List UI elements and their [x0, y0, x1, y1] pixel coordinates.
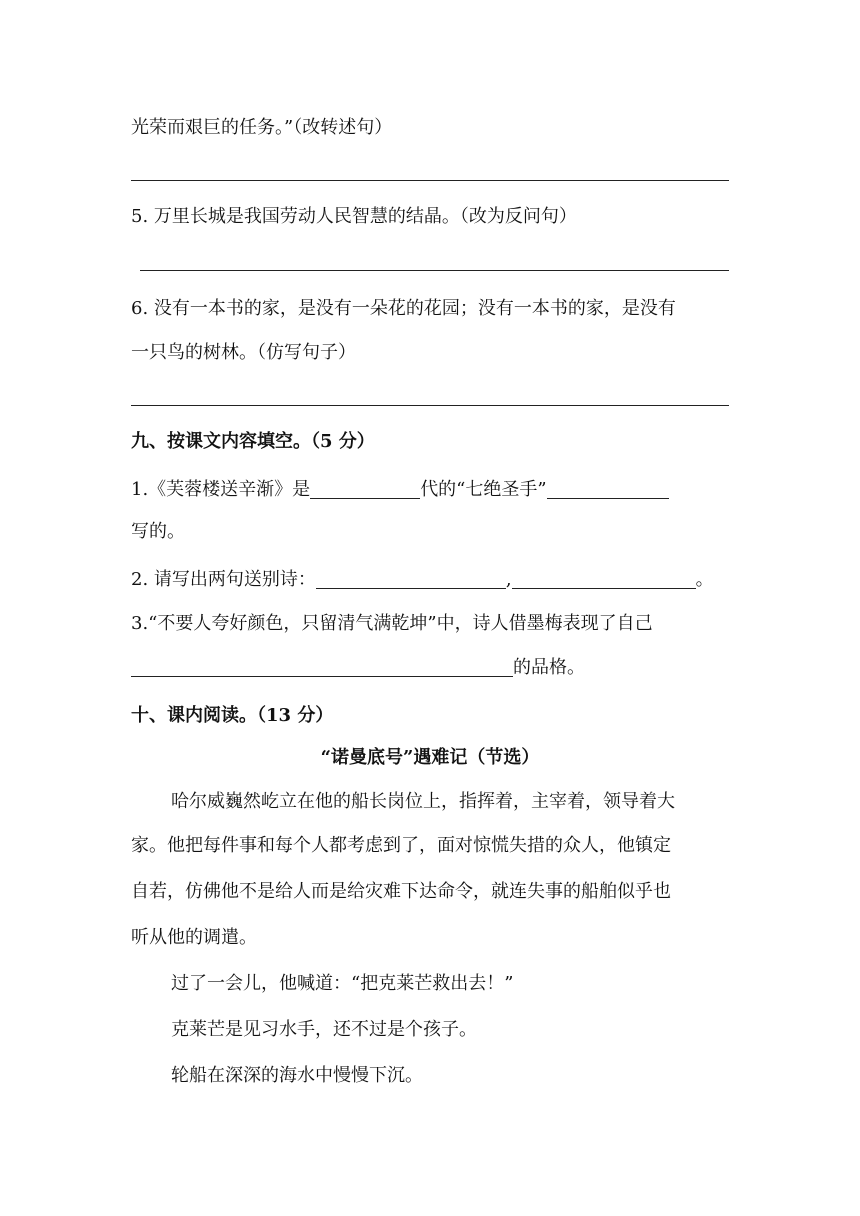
- reading-paragraph-line: 听从他的调遣。: [131, 927, 257, 948]
- reading-paragraph-line: 哈尔威巍然屹立在他的船长岗位上，指挥着，主宰着，领导着大: [171, 791, 675, 812]
- section-9-question-2: [131, 568, 714, 592]
- question-text: 1.《芙蓉楼送辛渐》是: [131, 479, 311, 500]
- reading-paragraph-line: 自若，仿佛他不是给人而是给灾难下达命令，就连失事的船舶似乎也: [131, 881, 671, 902]
- fill-blank[interactable]: [131, 656, 513, 677]
- item-line-continued: 光荣而艰巨的任务。”（改转述句）: [131, 117, 393, 138]
- section-9-heading: 九、按课文内容填空。（5 分）: [131, 431, 375, 452]
- answer-line[interactable]: [131, 405, 729, 406]
- question-5: 5. 万里长城是我国劳动人民智慧的结晶。（改为反问句）: [131, 206, 577, 227]
- reading-paragraph: 轮船在深深的海水中慢慢下沉。: [171, 1065, 423, 1086]
- section-9-question-3-line-1: 3.“不要人夸好颜色，只留清气满乾坤”中，诗人借墨梅表现了自己: [131, 613, 653, 634]
- reading-paragraph: 过了一会儿，他喊道：“把克莱芒救出去！”: [171, 973, 514, 994]
- question-text: 2. 请写出两句送别诗：: [131, 569, 316, 590]
- section-9-question-3-line-2: [131, 656, 585, 680]
- fill-blank[interactable]: [547, 478, 669, 499]
- question-6-line-2: 一只鸟的树林。（仿写句子）: [131, 342, 356, 363]
- question-text: 代的“七绝圣手”: [420, 479, 547, 500]
- fill-blank[interactable]: [512, 568, 696, 589]
- question-6-line-1: 6. 没有一本书的家，是没有一朵花的花园；没有一本书的家，是没有: [131, 298, 676, 319]
- answer-line[interactable]: [140, 270, 729, 271]
- fill-blank[interactable]: [310, 478, 420, 499]
- punctuation: 。: [695, 569, 714, 590]
- fill-blank[interactable]: [316, 568, 506, 589]
- reading-title: “诺曼底号”遇难记（节选）: [320, 747, 540, 768]
- punctuation: ,: [505, 569, 512, 590]
- section-10-heading: 十、课内阅读。（13 分）: [131, 705, 334, 726]
- question-text: 的品格。: [513, 657, 585, 678]
- reading-paragraph-line: 家。他把每件事和每个人都考虑到了，面对惊慌失措的众人，他镇定: [131, 835, 671, 856]
- question-text: 写的。: [131, 521, 185, 542]
- section-9-question-1: [131, 478, 669, 502]
- reading-paragraph: 克莱芒是见习水手，还不过是个孩子。: [171, 1019, 477, 1040]
- answer-line[interactable]: [131, 180, 729, 181]
